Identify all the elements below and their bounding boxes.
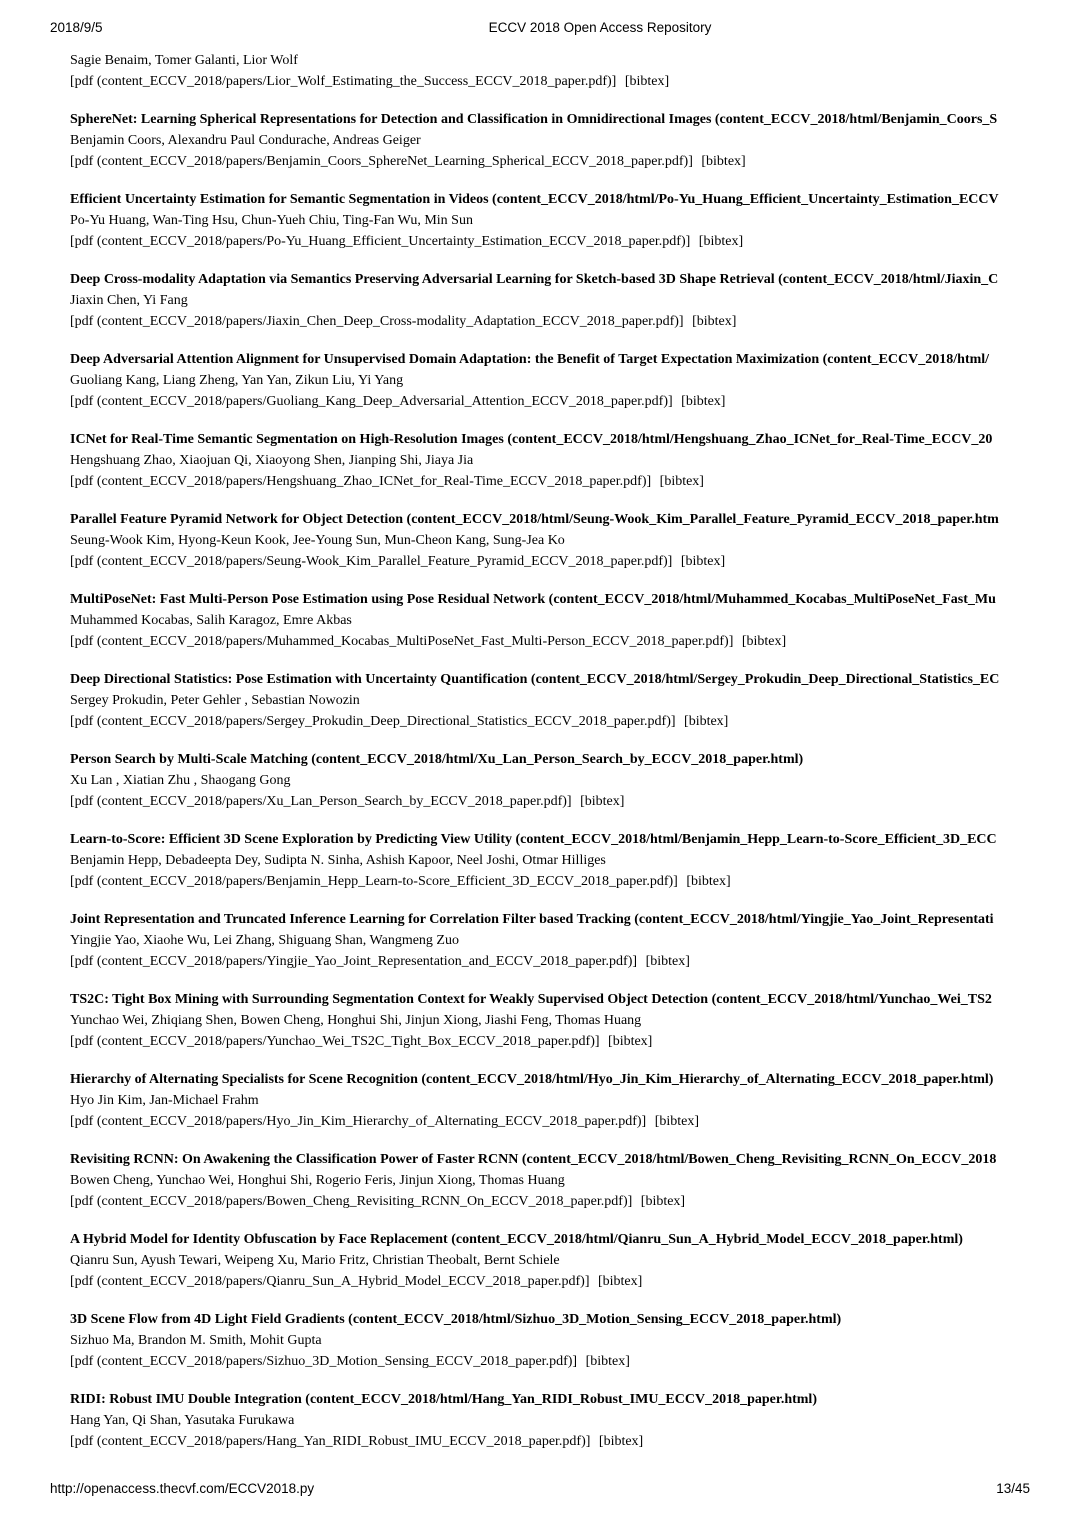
paper-title-link[interactable]: MultiPoseNet: Fast Multi-Person Pose Estimation using Pose Residual Network (content_ECCV_2018/html/Muhammed_Kocabas_MultiPoseNet_Fast_Mu bbox=[70, 592, 996, 607]
paper-list bbox=[70, 50, 1080, 1469]
paper-authors: Guoliang Kang, Liang Zheng, Yan Yan, Zikun Liu, Yi Yang bbox=[70, 373, 404, 388]
bibtex-link[interactable]: [bibtex] bbox=[701, 154, 746, 169]
paper-title-link[interactable]: RIDI: Robust IMU Double Integration (content_ECCV_2018/html/Hang_Yan_RIDI_Robust_IMU_ECCV_2018_paper.html) bbox=[70, 1392, 817, 1407]
bibtex-link[interactable]: [bibtex] bbox=[698, 234, 744, 249]
paper-title-link[interactable]: SphereNet: Learning Spherical Representations for Detection and Classification in Omnidirectional Images (content_ECCV_2018/html/Benjamin_Coors_S bbox=[70, 112, 998, 127]
paper-entry bbox=[70, 909, 1080, 972]
bibtex-link[interactable]: [bibtex] bbox=[681, 394, 726, 409]
header-date: 2018/9/5 bbox=[50, 20, 103, 35]
paper-authors: Yunchao Wei, Zhiqiang Shen, Bowen Cheng, Honghui Shi, Jinjun Xiong, Jiashi Feng, Thomas Huang bbox=[70, 1013, 642, 1028]
pdf-link[interactable]: [pdf (content_ECCV_2018/papers/Hang_Yan_RIDI_Robust_IMU_ECCV_2018_paper.pdf)] bbox=[70, 1434, 591, 1449]
bibtex-link[interactable]: [bibtex] bbox=[624, 74, 670, 89]
paper-title-link[interactable]: 3D Scene Flow from 4D Light Field Gradients (content_ECCV_2018/html/Sizhuo_3D_Motion_Sensing_ECCV_2018_paper.html) bbox=[70, 1312, 842, 1327]
footer-page-number: 13/45 bbox=[996, 1481, 1030, 1496]
paper-entry bbox=[70, 1149, 1080, 1212]
paper-title-link[interactable]: TS2C: Tight Box Mining with Surrounding Segmentation Context for Weakly Supervised Object Detection (content_ECCV_2018/html/Yunchao_Wei_TS2 bbox=[70, 992, 992, 1007]
paper-links-row bbox=[70, 871, 1080, 892]
bibtex-link[interactable]: [bibtex] bbox=[686, 874, 731, 889]
paper-entry bbox=[70, 1229, 1080, 1292]
paper-links-row bbox=[70, 631, 1080, 652]
bibtex-link[interactable]: [bibtex] bbox=[640, 1194, 686, 1209]
paper-links-row bbox=[70, 231, 1080, 252]
paper-entry bbox=[70, 1309, 1080, 1372]
bibtex-link[interactable]: [bibtex] bbox=[741, 634, 787, 649]
bibtex-link[interactable]: [bibtex] bbox=[585, 1354, 630, 1369]
paper-authors: Hang Yan, Qi Shan, Yasutaka Furukawa bbox=[70, 1413, 295, 1428]
bibtex-link[interactable]: [bibtex] bbox=[608, 1034, 653, 1049]
print-header bbox=[50, 20, 1080, 40]
pdf-link[interactable]: [pdf (content_ECCV_2018/papers/Bowen_Cheng_Revisiting_RCNN_On_ECCV_2018_paper.pdf)] bbox=[70, 1194, 633, 1209]
paper-links-row bbox=[70, 391, 1080, 412]
bibtex-link[interactable]: [bibtex] bbox=[598, 1434, 644, 1449]
pdf-link[interactable]: [pdf (content_ECCV_2018/papers/Xu_Lan_Person_Search_by_ECCV_2018_paper.pdf)] bbox=[70, 794, 572, 809]
paper-entry bbox=[70, 109, 1080, 172]
paper-title-link[interactable]: Efficient Uncertainty Estimation for Semantic Segmentation in Videos (content_ECCV_2018/html/Po-Yu_Huang_Efficient_Uncertainty_Estimation_ECCV bbox=[70, 192, 999, 207]
paper-authors: Sagie Benaim, Tomer Galanti, Lior Wolf bbox=[70, 53, 298, 68]
paper-authors: Seung-Wook Kim, Hyong-Keun Kook, Jee-Young Sun, Mun-Cheon Kang, Sung-Jea Ko bbox=[70, 533, 565, 548]
paper-title-link[interactable]: Person Search by Multi-Scale Matching (content_ECCV_2018/html/Xu_Lan_Person_Search_by_ECCV_2018_paper.html) bbox=[70, 752, 804, 767]
bibtex-link[interactable]: [bibtex] bbox=[680, 554, 726, 569]
paper-title-link[interactable]: Joint Representation and Truncated Inference Learning for Correlation Filter based Tracking (content_ECCV_2018/html/Yingjie_Yao_Joint_Representati bbox=[70, 912, 994, 927]
pdf-link[interactable]: [pdf (content_ECCV_2018/papers/Benjamin_Hepp_Learn-to-Score_Efficient_3D_ECCV_2018_paper.pdf)] bbox=[70, 874, 678, 889]
pdf-link[interactable]: [pdf (content_ECCV_2018/papers/Lior_Wolf_Estimating_the_Success_ECCV_2018_paper.pdf)] bbox=[70, 74, 617, 89]
pdf-link[interactable]: [pdf (content_ECCV_2018/papers/Hyo_Jin_Kim_Hierarchy_of_Alternating_ECCV_2018_paper.pdf)] bbox=[70, 1114, 647, 1129]
paper-title-link[interactable]: ICNet for Real-Time Semantic Segmentation on High-Resolution Images (content_ECCV_2018/html/Hengshuang_Zhao_ICNet_for_Real-Time_ECCV_20 bbox=[70, 432, 993, 447]
paper-title-link[interactable]: Parallel Feature Pyramid Network for Object Detection (content_ECCV_2018/html/Seung-Wook_Kim_Parallel_Feature_Pyramid_ECCV_2018_paper.htm bbox=[70, 512, 999, 527]
paper-entry bbox=[70, 1389, 1080, 1452]
paper-links-row bbox=[70, 711, 1080, 732]
pdf-link[interactable]: [pdf (content_ECCV_2018/papers/Guoliang_Kang_Deep_Adversarial_Attention_ECCV_2018_paper.pdf)] bbox=[70, 394, 673, 409]
paper-authors: Po-Yu Huang, Wan-Ting Hsu, Chun-Yueh Chiu, Ting-Fan Wu, Min Sun bbox=[70, 213, 473, 228]
header-title: ECCV 2018 Open Access Repository bbox=[488, 20, 712, 35]
paper-entry bbox=[70, 589, 1080, 652]
pdf-link[interactable]: [pdf (content_ECCV_2018/papers/Sergey_Prokudin_Deep_Directional_Statistics_ECCV_2018_paper.pdf)] bbox=[70, 714, 676, 729]
pdf-link[interactable]: [pdf (content_ECCV_2018/papers/Muhammed_Kocabas_MultiPoseNet_Fast_Multi-Person_ECCV_2018_paper.pdf)] bbox=[70, 634, 734, 649]
pdf-link[interactable]: [pdf (content_ECCV_2018/papers/Hengshuang_Zhao_ICNet_for_Real-Time_ECCV_2018_paper.pdf)] bbox=[70, 474, 652, 489]
paper-entry bbox=[70, 189, 1080, 252]
paper-title-link[interactable]: Revisiting RCNN: On Awakening the Classification Power of Faster RCNN (content_ECCV_2018/html/Bowen_Cheng_Revisiting_RCNN_On_ECCV_2018 bbox=[70, 1152, 997, 1167]
paper-links-row bbox=[70, 311, 1080, 332]
paper-authors: Hyo Jin Kim, Jan-Michael Frahm bbox=[70, 1093, 259, 1108]
bibtex-link[interactable]: [bibtex] bbox=[597, 1274, 643, 1289]
paper-title-link[interactable]: Deep Directional Statistics: Pose Estimation with Uncertainty Quantification (content_ECCV_2018/html/Sergey_Prokudin_Deep_Directional_Statistics_EC bbox=[70, 672, 1000, 687]
paper-links-row bbox=[70, 1271, 1080, 1292]
paper-entry bbox=[70, 269, 1080, 332]
print-footer bbox=[50, 1481, 1030, 1496]
pdf-link[interactable]: [pdf (content_ECCV_2018/papers/Yunchao_Wei_TS2C_Tight_Box_ECCV_2018_paper.pdf)] bbox=[70, 1034, 600, 1049]
paper-title-link[interactable]: A Hybrid Model for Identity Obfuscation by Face Replacement (content_ECCV_2018/html/Qianru_Sun_A_Hybrid_Model_ECCV_2018_paper.html) bbox=[70, 1232, 963, 1247]
footer-url: http://openaccess.thecvf.com/ECCV2018.py bbox=[50, 1481, 315, 1496]
bibtex-link[interactable]: [bibtex] bbox=[684, 714, 729, 729]
paper-authors: Jiaxin Chen, Yi Fang bbox=[70, 293, 188, 308]
pdf-link[interactable]: [pdf (content_ECCV_2018/papers/Seung-Wook_Kim_Parallel_Feature_Pyramid_ECCV_2018_paper.pdf)] bbox=[70, 554, 673, 569]
bibtex-link[interactable]: [bibtex] bbox=[645, 954, 690, 969]
bibtex-link[interactable]: [bibtex] bbox=[659, 474, 704, 489]
paper-entry bbox=[70, 50, 1080, 92]
pdf-link[interactable]: [pdf (content_ECCV_2018/papers/Benjamin_Coors_SphereNet_Learning_Spherical_ECCV_2018_paper.pdf)] bbox=[70, 154, 693, 169]
paper-links-row bbox=[70, 1431, 1080, 1452]
paper-links-row bbox=[70, 1191, 1080, 1212]
paper-entry bbox=[70, 749, 1080, 812]
paper-links-row bbox=[70, 151, 1080, 172]
pdf-link[interactable]: [pdf (content_ECCV_2018/papers/Yingjie_Yao_Joint_Representation_and_ECCV_2018_paper.pdf)] bbox=[70, 954, 638, 969]
paper-authors: Benjamin Hepp, Debadeepta Dey, Sudipta N. Sinha, Ashish Kapoor, Neel Joshi, Otmar Hilliges bbox=[70, 853, 606, 868]
paper-authors: Yingjie Yao, Xiaohe Wu, Lei Zhang, Shiguang Shan, Wangmeng Zuo bbox=[70, 933, 459, 948]
paper-authors: Sizhuo Ma, Brandon M. Smith, Mohit Gupta bbox=[70, 1333, 322, 1348]
paper-title-link[interactable]: Deep Cross-modality Adaptation via Semantics Preserving Adversarial Learning for Sketch-based 3D Shape Retrieval (content_ECCV_2018/html/Jiaxin_C bbox=[70, 272, 999, 287]
paper-entry bbox=[70, 1069, 1080, 1132]
paper-links-row bbox=[70, 551, 1080, 572]
paper-authors: Benjamin Coors, Alexandru Paul Condurache, Andreas Geiger bbox=[70, 133, 421, 148]
paper-authors: Qianru Sun, Ayush Tewari, Weipeng Xu, Mario Fritz, Christian Theobalt, Bernt Schiele bbox=[70, 1253, 560, 1268]
paper-links-row bbox=[70, 1351, 1080, 1372]
bibtex-link[interactable]: [bibtex] bbox=[580, 794, 625, 809]
paper-title-link[interactable]: Deep Adversarial Attention Alignment for Unsupervised Domain Adaptation: the Benefit of Target Expectation Maximization (content_ECCV_2018/html/ bbox=[70, 352, 990, 367]
bibtex-link[interactable]: [bibtex] bbox=[692, 314, 737, 329]
paper-entry bbox=[70, 349, 1080, 412]
paper-entry bbox=[70, 669, 1080, 732]
paper-links-row bbox=[70, 471, 1080, 492]
pdf-link[interactable]: [pdf (content_ECCV_2018/papers/Qianru_Sun_A_Hybrid_Model_ECCV_2018_paper.pdf)] bbox=[70, 1274, 590, 1289]
paper-authors: Bowen Cheng, Yunchao Wei, Honghui Shi, Rogerio Feris, Jinjun Xiong, Thomas Huang bbox=[70, 1173, 565, 1188]
paper-entry bbox=[70, 429, 1080, 492]
paper-entry bbox=[70, 829, 1080, 892]
pdf-link[interactable]: [pdf (content_ECCV_2018/papers/Po-Yu_Huang_Efficient_Uncertainty_Estimation_ECCV_2018_paper.pdf)] bbox=[70, 234, 691, 249]
paper-links-row bbox=[70, 951, 1080, 972]
paper-entry bbox=[70, 989, 1080, 1052]
pdf-link[interactable]: [pdf (content_ECCV_2018/papers/Jiaxin_Chen_Deep_Cross-modality_Adaptation_ECCV_2018_paper.pdf)] bbox=[70, 314, 684, 329]
paper-entry bbox=[70, 509, 1080, 572]
paper-authors: Xu Lan , Xiatian Zhu , Shaogang Gong bbox=[70, 773, 291, 788]
paper-title-link[interactable]: Hierarchy of Alternating Specialists for Scene Recognition (content_ECCV_2018/html/Hyo_Jin_Kim_Hierarchy_of_Alternating_ECCV_2018_paper.html) bbox=[70, 1072, 994, 1087]
paper-links-row bbox=[70, 1111, 1080, 1132]
paper-links-row bbox=[70, 791, 1080, 812]
paper-authors: Hengshuang Zhao, Xiaojuan Qi, Xiaoyong Shen, Jianping Shi, Jiaya Jia bbox=[70, 453, 474, 468]
pdf-link[interactable]: [pdf (content_ECCV_2018/papers/Sizhuo_3D_Motion_Sensing_ECCV_2018_paper.pdf)] bbox=[70, 1354, 578, 1369]
paper-authors: Muhammed Kocabas, Salih Karagoz, Emre Akbas bbox=[70, 613, 352, 628]
paper-links-row bbox=[70, 71, 1080, 92]
paper-links-row bbox=[70, 1031, 1080, 1052]
paper-title-link[interactable]: Learn-to-Score: Efficient 3D Scene Exploration by Predicting View Utility (content_ECCV_2018/html/Benjamin_Hepp_Learn-to-Score_Efficient_3D_ECC bbox=[70, 832, 997, 847]
paper-authors: Sergey Prokudin, Peter Gehler , Sebastian Nowozin bbox=[70, 693, 360, 708]
bibtex-link[interactable]: [bibtex] bbox=[654, 1114, 700, 1129]
